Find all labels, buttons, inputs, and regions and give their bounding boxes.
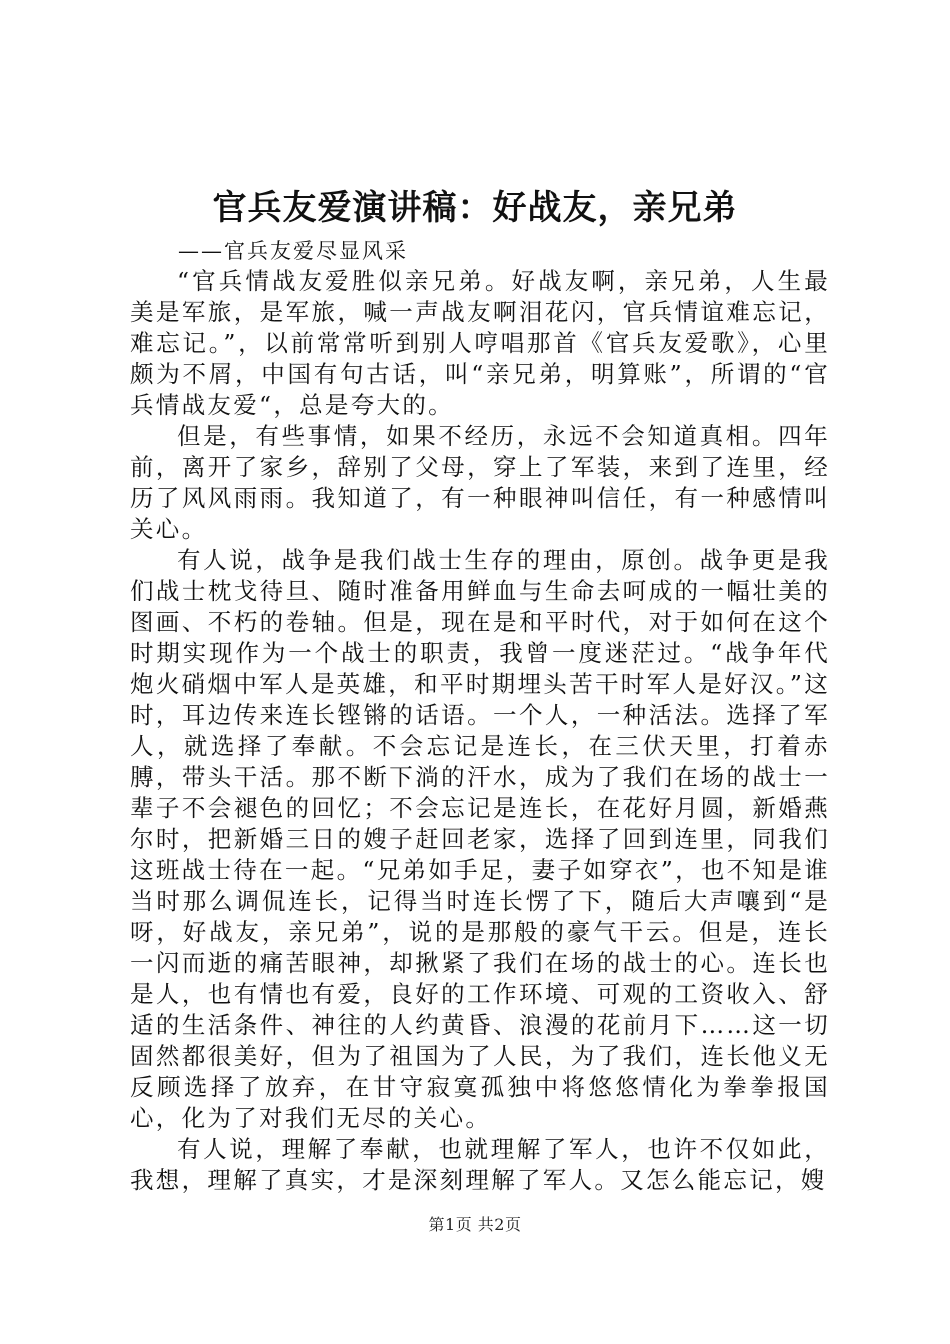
page-footer: 第1页 共2页 [428,1215,522,1234]
paragraph: “官兵情战友爱胜似亲兄弟。好战友啊，亲兄弟，人生最美是军旅，是军旅，喊一声战友啊泪花闪，官兵情谊难忘记，难忘记。”，以前常常听到别人哼唱那首《官兵友爱歌》，心里颇为不屑，中国有句古话，叫“亲兄弟，明算账”，所谓的“官兵情战友爱“，总是夸大的。 [130,267,830,419]
document-subtitle: ——官兵友爱尽显风采 [178,239,408,263]
paragraph: 但是，有些事情，如果不经历，永远不会知道真相。四年前，离开了家乡，辞别了父母，穿上了军装，来到了连里，经历了风风雨雨。我知道了，有一种眼神叫信任，有一种感情叫关心。 [130,422,830,543]
paragraph: 有人说，理解了奉献，也就理解了军人，也许不仅如此，我想，理解了真实，才是深刻理解了军人。又怎么能忘记，嫂 [130,1135,830,1194]
document-title: 官兵友爱演讲稿：好战友，亲兄弟 [212,188,738,228]
paragraph: 有人说，战争是我们战士生存的理由，原创。战争更是我们战士枕戈待旦、随时准备用鲜血与生命去呵成的一幅壮美的图画、不朽的卷轴。但是，现在是和平时代，对于如何在这个时期实现作为一个战士的职责，我曾一度迷茫过。“战争年代炮火硝烟中军人是英雄，和平时期埋头苦干时军人是好汉。”这时，耳边传来连长铿锵的话语。一个人，一种活法。选择了军人，就选择了奉献。不会忘记是连长，在三伏天里，打着赤膊，带头干活。那不断下淌的汗水，成为了我们在场的战士一辈子不会褪色的回忆；不会忘记是连长，在花好月圆，新婚燕尔时，把新婚三日的嫂子赶回老家，选择了回到连里，同我们这班战士待在一起。“兄弟如手足，妻子如穿衣”，也不知是谁当时那么调侃连长，记得当时连长愣了下，随后大声嚷到“是呀，好战友，亲兄弟”，说的是那般的豪气干云。但是，连长一闪而逝的痛苦眼神，却揪紧了我们在场的战士的心。连长也是人，也有情也有爱，良好的工作环境、可观的工资收入、舒适的生活条件、神往的人约黄昏、浪漫的花前月下……这一切固然都很美好，但为了祖国为了人民，为了我们，连长他义无反顾选择了放弃，在甘守寂寞孤独中将悠悠情化为拳拳报国心，化为了对我们无尽的关心。 [130,546,830,1132]
document-body [130,266,830,1196]
